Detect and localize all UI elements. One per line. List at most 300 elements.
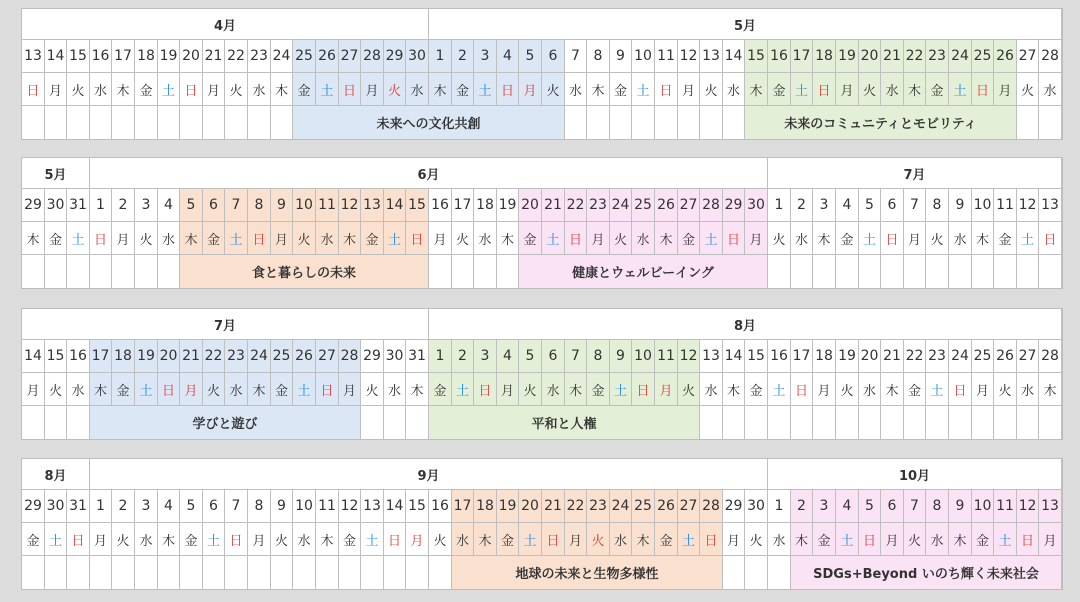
day-number: 22 bbox=[904, 340, 926, 373]
weekday-label: 火 bbox=[678, 373, 700, 406]
day-number: 20 bbox=[180, 40, 203, 73]
day-number: 4 bbox=[836, 490, 859, 523]
day-number: 10 bbox=[972, 189, 994, 222]
weekday-label: 月 bbox=[22, 373, 45, 406]
weekday-label: 木 bbox=[881, 373, 904, 406]
empty-cell bbox=[813, 255, 836, 288]
empty-cell bbox=[926, 406, 949, 439]
day-number: 6 bbox=[542, 340, 565, 373]
day-number: 18 bbox=[813, 340, 836, 373]
day-number: 23 bbox=[587, 189, 610, 222]
event-period-label: 学びと遊び bbox=[90, 406, 361, 439]
weekday-label: 金 bbox=[293, 73, 316, 106]
weekday-label: 日 bbox=[542, 523, 565, 556]
day-number: 3 bbox=[813, 490, 836, 523]
day-number: 13 bbox=[1039, 189, 1062, 222]
day-number: 22 bbox=[565, 490, 587, 523]
weekday-label: 水 bbox=[881, 73, 904, 106]
empty-cell bbox=[1017, 406, 1039, 439]
weekday-label: 金 bbox=[339, 523, 361, 556]
weekday-label: 木 bbox=[723, 373, 745, 406]
empty-cell bbox=[700, 406, 723, 439]
weekday-label: 月 bbox=[1039, 523, 1062, 556]
weekday-label: 月 bbox=[519, 73, 542, 106]
weekday-label: 月 bbox=[723, 523, 745, 556]
day-number: 27 bbox=[678, 490, 700, 523]
weekday-label: 土 bbox=[542, 222, 565, 255]
weekday-label: 火 bbox=[112, 523, 135, 556]
weekday-label: 日 bbox=[248, 222, 271, 255]
weekday-label: 土 bbox=[632, 73, 655, 106]
weekday-label: 日 bbox=[339, 73, 361, 106]
month-label: 5月 bbox=[22, 158, 90, 189]
weekday-label: 月 bbox=[45, 73, 67, 106]
weekday-label: 月 bbox=[429, 222, 452, 255]
day-number: 19 bbox=[158, 40, 180, 73]
weekday-label: 水 bbox=[610, 523, 632, 556]
day-number: 29 bbox=[723, 189, 745, 222]
day-number: 21 bbox=[542, 189, 565, 222]
weekday-label: 火 bbox=[452, 222, 474, 255]
calendar-block-1 bbox=[21, 8, 1063, 140]
day-number: 11 bbox=[655, 340, 678, 373]
month-label: 8月 bbox=[429, 309, 1062, 340]
weekday-label: 火 bbox=[384, 73, 406, 106]
day-number: 27 bbox=[1017, 340, 1039, 373]
day-number: 7 bbox=[225, 189, 248, 222]
event-period-label: 未来のコミュニティとモビリティ bbox=[745, 106, 1017, 139]
day-number: 22 bbox=[225, 40, 248, 73]
weekday-label: 月 bbox=[90, 523, 112, 556]
weekday-label: 水 bbox=[158, 222, 180, 255]
day-number: 22 bbox=[203, 340, 225, 373]
empty-cell bbox=[859, 255, 881, 288]
weekday-label: 土 bbox=[67, 222, 90, 255]
weekday-label: 土 bbox=[994, 523, 1017, 556]
month-label: 8月 bbox=[22, 459, 90, 490]
empty-cell bbox=[384, 556, 406, 589]
day-number: 19 bbox=[135, 340, 158, 373]
weekday-label: 火 bbox=[859, 73, 881, 106]
weekday-label: 土 bbox=[519, 523, 542, 556]
day-number: 24 bbox=[610, 490, 632, 523]
day-number: 29 bbox=[361, 340, 384, 373]
day-number: 2 bbox=[791, 490, 813, 523]
empty-cell bbox=[1039, 406, 1062, 439]
weekday-label: 土 bbox=[768, 373, 791, 406]
weekday-label: 月 bbox=[339, 373, 361, 406]
weekday-label: 火 bbox=[768, 222, 791, 255]
empty-cell bbox=[316, 556, 339, 589]
weekday-label: 月 bbox=[112, 222, 135, 255]
empty-cell bbox=[67, 255, 90, 288]
day-number: 26 bbox=[994, 340, 1017, 373]
day-number-row bbox=[22, 340, 1062, 373]
day-number: 28 bbox=[361, 40, 384, 73]
weekday-label: 日 bbox=[406, 222, 429, 255]
weekday-label: 土 bbox=[135, 373, 158, 406]
day-number: 15 bbox=[745, 40, 768, 73]
day-number-row bbox=[22, 189, 1062, 222]
empty-cell bbox=[723, 406, 745, 439]
day-number: 25 bbox=[293, 40, 316, 73]
day-number: 30 bbox=[745, 189, 768, 222]
empty-cell bbox=[904, 255, 926, 288]
day-number: 18 bbox=[474, 490, 497, 523]
day-number: 6 bbox=[203, 189, 225, 222]
month-header-row bbox=[22, 459, 1062, 490]
weekday-label: 木 bbox=[316, 523, 339, 556]
day-number: 19 bbox=[836, 40, 859, 73]
weekday-label: 火 bbox=[361, 373, 384, 406]
weekday-label: 土 bbox=[316, 73, 339, 106]
weekday-label: 水 bbox=[565, 73, 587, 106]
empty-cell bbox=[248, 106, 271, 139]
weekday-label: 月 bbox=[180, 373, 203, 406]
day-number: 16 bbox=[429, 490, 452, 523]
day-number: 22 bbox=[565, 189, 587, 222]
day-number: 11 bbox=[655, 40, 678, 73]
day-number: 26 bbox=[994, 40, 1017, 73]
event-row bbox=[22, 406, 1062, 439]
day-number: 7 bbox=[904, 189, 926, 222]
weekday-label: 土 bbox=[1017, 222, 1039, 255]
weekday-label: 日 bbox=[90, 222, 112, 255]
day-number: 14 bbox=[45, 40, 67, 73]
weekday-label: 月 bbox=[836, 73, 859, 106]
weekday-label: 日 bbox=[474, 373, 497, 406]
weekday-label: 水 bbox=[135, 523, 158, 556]
weekday-label: 月 bbox=[248, 523, 271, 556]
weekday-label: 水 bbox=[225, 373, 248, 406]
weekday-label: 金 bbox=[497, 523, 519, 556]
weekday-label: 木 bbox=[791, 523, 813, 556]
weekday-label: 土 bbox=[700, 222, 723, 255]
empty-cell bbox=[949, 406, 972, 439]
weekday-label: 水 bbox=[768, 523, 791, 556]
day-number: 2 bbox=[791, 189, 813, 222]
calendar-block-3 bbox=[21, 308, 1063, 440]
weekday-label: 水 bbox=[859, 373, 881, 406]
weekday-label: 日 bbox=[565, 222, 587, 255]
empty-cell bbox=[361, 406, 384, 439]
day-number: 22 bbox=[904, 40, 926, 73]
day-number: 30 bbox=[384, 340, 406, 373]
day-number: 12 bbox=[678, 340, 700, 373]
day-number: 30 bbox=[406, 40, 429, 73]
weekday-label: 水 bbox=[542, 373, 565, 406]
day-number: 17 bbox=[90, 340, 112, 373]
day-number: 4 bbox=[158, 189, 180, 222]
month-label: 4月 bbox=[22, 9, 429, 40]
day-number: 15 bbox=[406, 490, 429, 523]
day-number: 15 bbox=[45, 340, 67, 373]
day-number: 9 bbox=[949, 490, 972, 523]
day-number: 19 bbox=[497, 189, 519, 222]
weekday-label: 日 bbox=[881, 222, 904, 255]
day-number: 30 bbox=[45, 189, 67, 222]
day-number: 7 bbox=[225, 490, 248, 523]
weekday-label: 木 bbox=[90, 373, 112, 406]
empty-cell bbox=[225, 556, 248, 589]
day-number: 4 bbox=[497, 340, 519, 373]
day-number: 16 bbox=[90, 40, 112, 73]
empty-cell bbox=[271, 106, 293, 139]
day-number: 27 bbox=[1017, 40, 1039, 73]
weekday-label: 水 bbox=[293, 523, 316, 556]
day-number: 8 bbox=[926, 490, 949, 523]
event-row bbox=[22, 556, 1062, 589]
weekday-label: 水 bbox=[474, 222, 497, 255]
day-number: 14 bbox=[384, 490, 406, 523]
day-number: 3 bbox=[474, 340, 497, 373]
weekday-label: 火 bbox=[225, 73, 248, 106]
empty-cell bbox=[203, 106, 225, 139]
weekday-label: 日 bbox=[384, 523, 406, 556]
weekday-label: 日 bbox=[316, 373, 339, 406]
weekday-label: 土 bbox=[45, 523, 67, 556]
day-number: 23 bbox=[926, 40, 949, 73]
weekday-label: 月 bbox=[881, 523, 904, 556]
empty-cell bbox=[203, 556, 225, 589]
weekday-label: 木 bbox=[1039, 373, 1062, 406]
weekday-label: 木 bbox=[406, 373, 429, 406]
empty-cell bbox=[112, 255, 135, 288]
day-number: 29 bbox=[22, 490, 45, 523]
day-number: 10 bbox=[632, 40, 655, 73]
empty-cell bbox=[90, 556, 112, 589]
day-number: 10 bbox=[293, 189, 316, 222]
empty-cell bbox=[1017, 255, 1039, 288]
weekday-label: 火 bbox=[904, 523, 926, 556]
empty-cell bbox=[1039, 255, 1062, 288]
calendar-block-4 bbox=[21, 458, 1063, 590]
empty-cell bbox=[745, 406, 768, 439]
day-number-row bbox=[22, 40, 1062, 73]
weekday-label: 木 bbox=[180, 222, 203, 255]
day-number: 4 bbox=[497, 40, 519, 73]
day-number: 11 bbox=[316, 490, 339, 523]
weekday-label: 金 bbox=[429, 373, 452, 406]
empty-cell bbox=[768, 556, 791, 589]
day-number: 8 bbox=[248, 189, 271, 222]
weekday-label: 金 bbox=[452, 73, 474, 106]
weekday-label: 火 bbox=[67, 73, 90, 106]
day-number: 19 bbox=[836, 340, 859, 373]
day-number: 13 bbox=[361, 490, 384, 523]
empty-cell bbox=[452, 255, 474, 288]
weekday-row bbox=[22, 73, 1062, 106]
day-number: 24 bbox=[248, 340, 271, 373]
weekday-label: 土 bbox=[452, 373, 474, 406]
weekday-label: 土 bbox=[361, 523, 384, 556]
empty-cell bbox=[791, 255, 813, 288]
month-header-row bbox=[22, 9, 1062, 40]
day-number: 4 bbox=[836, 189, 859, 222]
weekday-label: 木 bbox=[339, 222, 361, 255]
day-number: 8 bbox=[587, 40, 610, 73]
day-number: 13 bbox=[700, 40, 723, 73]
day-number: 12 bbox=[339, 490, 361, 523]
empty-cell bbox=[904, 406, 926, 439]
weekday-label: 金 bbox=[745, 373, 768, 406]
day-number: 16 bbox=[67, 340, 90, 373]
empty-cell bbox=[791, 406, 813, 439]
day-number: 29 bbox=[723, 490, 745, 523]
day-number: 12 bbox=[678, 40, 700, 73]
day-number: 2 bbox=[452, 40, 474, 73]
day-number: 1 bbox=[768, 189, 791, 222]
weekday-label: 金 bbox=[203, 222, 225, 255]
empty-cell bbox=[1017, 106, 1039, 139]
weekday-label: 月 bbox=[587, 222, 610, 255]
day-number: 6 bbox=[203, 490, 225, 523]
day-number: 17 bbox=[112, 40, 135, 73]
empty-cell bbox=[678, 106, 700, 139]
empty-cell bbox=[610, 106, 632, 139]
day-number: 14 bbox=[384, 189, 406, 222]
weekday-row bbox=[22, 222, 1062, 255]
weekday-label: 木 bbox=[22, 222, 45, 255]
day-number: 5 bbox=[859, 189, 881, 222]
weekday-label: 月 bbox=[361, 73, 384, 106]
weekday-label: 火 bbox=[271, 523, 293, 556]
weekday-label: 水 bbox=[248, 73, 271, 106]
day-number: 26 bbox=[316, 40, 339, 73]
empty-cell bbox=[67, 556, 90, 589]
day-number: 11 bbox=[316, 189, 339, 222]
day-number: 7 bbox=[565, 340, 587, 373]
weekday-label: 木 bbox=[655, 222, 678, 255]
day-number: 20 bbox=[859, 340, 881, 373]
event-period-label: 健康とウェルビーイング bbox=[519, 255, 768, 288]
weekday-label: 月 bbox=[565, 523, 587, 556]
day-number: 16 bbox=[768, 40, 791, 73]
weekday-label: 火 bbox=[836, 373, 859, 406]
day-number: 26 bbox=[655, 189, 678, 222]
empty-cell bbox=[67, 106, 90, 139]
weekday-label: 月 bbox=[813, 373, 836, 406]
empty-cell bbox=[67, 406, 90, 439]
empty-cell bbox=[248, 556, 271, 589]
day-number: 28 bbox=[700, 189, 723, 222]
day-number: 25 bbox=[632, 490, 655, 523]
weekday-label: 日 bbox=[813, 73, 836, 106]
weekday-label: 日 bbox=[791, 373, 813, 406]
month-label: 5月 bbox=[429, 9, 1062, 40]
weekday-label: 月 bbox=[745, 222, 768, 255]
weekday-label: 日 bbox=[700, 523, 723, 556]
day-number: 24 bbox=[949, 340, 972, 373]
day-number: 20 bbox=[519, 490, 542, 523]
empty-cell bbox=[429, 556, 452, 589]
day-number: 8 bbox=[587, 340, 610, 373]
weekday-label: 木 bbox=[248, 373, 271, 406]
weekday-label: 火 bbox=[1017, 73, 1039, 106]
empty-cell bbox=[972, 406, 994, 439]
day-number: 23 bbox=[225, 340, 248, 373]
weekday-label: 月 bbox=[655, 373, 678, 406]
day-number: 10 bbox=[293, 490, 316, 523]
weekday-label: 木 bbox=[474, 523, 497, 556]
day-number: 21 bbox=[881, 340, 904, 373]
weekday-label: 水 bbox=[384, 373, 406, 406]
weekday-label: 日 bbox=[22, 73, 45, 106]
empty-cell bbox=[565, 106, 587, 139]
day-number: 6 bbox=[881, 189, 904, 222]
day-number: 15 bbox=[406, 189, 429, 222]
weekday-label: 日 bbox=[632, 373, 655, 406]
day-number: 12 bbox=[1017, 490, 1039, 523]
day-number: 3 bbox=[135, 490, 158, 523]
empty-cell bbox=[881, 255, 904, 288]
weekday-label: 木 bbox=[271, 73, 293, 106]
day-number: 19 bbox=[497, 490, 519, 523]
day-number: 13 bbox=[700, 340, 723, 373]
weekday-label: 火 bbox=[745, 523, 768, 556]
weekday-label: 火 bbox=[519, 373, 542, 406]
empty-cell bbox=[158, 106, 180, 139]
weekday-label: 火 bbox=[994, 373, 1017, 406]
weekday-label: 土 bbox=[293, 373, 316, 406]
empty-cell bbox=[45, 556, 67, 589]
empty-cell bbox=[1039, 106, 1062, 139]
weekday-label: 水 bbox=[949, 222, 972, 255]
empty-cell bbox=[293, 556, 316, 589]
empty-cell bbox=[745, 556, 768, 589]
weekday-label: 日 bbox=[655, 73, 678, 106]
day-number: 25 bbox=[972, 340, 994, 373]
weekday-label: 土 bbox=[225, 222, 248, 255]
weekday-label: 金 bbox=[836, 222, 859, 255]
day-number: 6 bbox=[881, 490, 904, 523]
day-number: 17 bbox=[452, 490, 474, 523]
month-label: 10月 bbox=[768, 459, 1062, 490]
empty-cell bbox=[90, 255, 112, 288]
empty-cell bbox=[45, 255, 67, 288]
empty-cell bbox=[768, 255, 791, 288]
empty-cell bbox=[361, 556, 384, 589]
event-period-label: 食と暮らしの未来 bbox=[180, 255, 429, 288]
empty-cell bbox=[723, 106, 745, 139]
day-number: 9 bbox=[949, 189, 972, 222]
day-number: 8 bbox=[926, 189, 949, 222]
weekday-label: 木 bbox=[904, 73, 926, 106]
day-number: 17 bbox=[452, 189, 474, 222]
day-number: 31 bbox=[406, 340, 429, 373]
month-label: 6月 bbox=[90, 158, 768, 189]
empty-cell bbox=[632, 106, 655, 139]
empty-cell bbox=[135, 106, 158, 139]
day-number: 28 bbox=[1039, 40, 1062, 73]
weekday-label: 木 bbox=[632, 523, 655, 556]
empty-cell bbox=[994, 406, 1017, 439]
weekday-label: 金 bbox=[587, 373, 610, 406]
day-number: 12 bbox=[339, 189, 361, 222]
empty-cell bbox=[135, 255, 158, 288]
empty-cell bbox=[700, 106, 723, 139]
event-period-label: SDGs+Beyond いのち輝く未来社会 bbox=[791, 556, 1062, 589]
weekday-label: 金 bbox=[972, 523, 994, 556]
day-number: 18 bbox=[135, 40, 158, 73]
weekday-label: 水 bbox=[1039, 73, 1062, 106]
weekday-label: 土 bbox=[610, 373, 632, 406]
weekday-label: 木 bbox=[429, 73, 452, 106]
empty-cell bbox=[972, 255, 994, 288]
day-number: 26 bbox=[655, 490, 678, 523]
day-number: 9 bbox=[271, 189, 293, 222]
day-number: 18 bbox=[474, 189, 497, 222]
